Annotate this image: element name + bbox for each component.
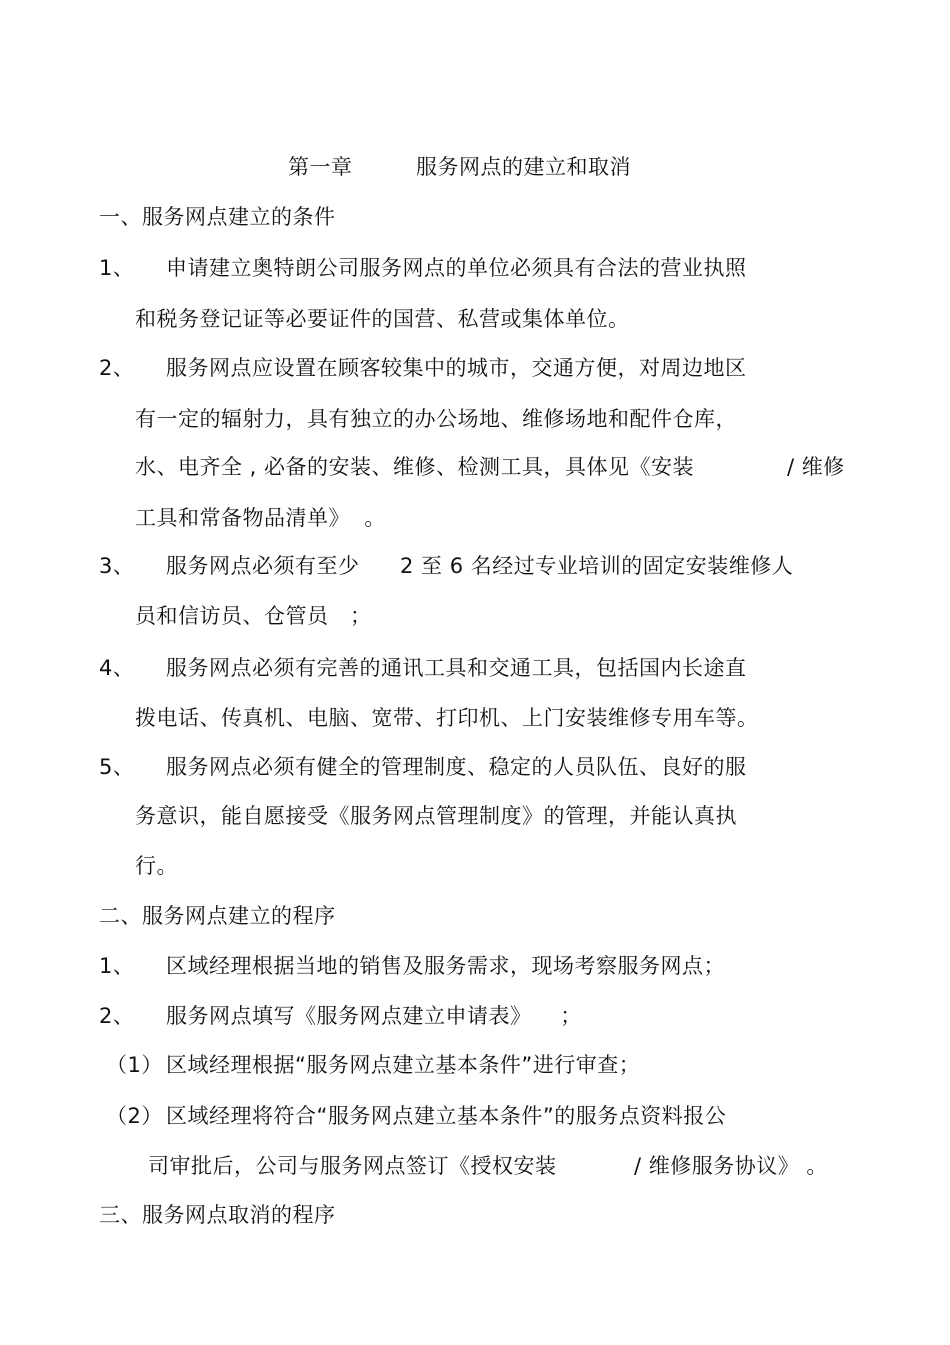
list-item-number: 3、 [99, 554, 135, 578]
list-item-text: 服务网点填写《服务网点建立申请表》 ； [166, 1004, 582, 1028]
list-item-text: / 维修 [787, 455, 845, 479]
section-heading-1: 一、服务网点建立的条件 [99, 205, 336, 229]
section-heading-2: 二、服务网点建立的程序 [99, 904, 336, 928]
list-item-text: 2 至 6 名经过专业培训的固定安装维修人 [400, 554, 794, 578]
list-item-number: 5、 [99, 755, 135, 779]
list-item-number: 1、 [99, 256, 135, 280]
list-item-text: 和税务登记证等必要证件的国营、私营或集体单位。 [135, 307, 630, 331]
sub-item-text: 区域经理根据“服务网点建立基本条件”进行审查； [166, 1053, 641, 1077]
chapter-title: 服务网点的建立和取消 [416, 155, 631, 179]
list-item-text: 服务网点应设置在顾客较集中的城市，交通方便，对周边地区 [166, 356, 747, 380]
list-item-text: 申请建立奥特朗公司服务网点的单位必须具有合法的营业执照 [166, 256, 747, 280]
list-item-text: 服务网点必须有健全的管理制度、稳定的人员队伍、良好的服 [166, 755, 747, 779]
list-item-text: 服务网点必须有完善的通讯工具和交通工具，包括国内长途直 [166, 656, 747, 680]
sub-item-text: 司审批后，公司与服务网点签订《授权安装 [148, 1154, 557, 1178]
sub-item-text: / 维修服务协议》 。 [634, 1154, 828, 1178]
list-item-text: 水、电齐全 , 必备的安装、维修、检测工具，具体见《安装 [135, 455, 695, 479]
list-item-number: 1、 [99, 954, 135, 978]
sub-item-number: （2） [106, 1104, 163, 1128]
list-item-text: 拨电话、传真机、电脑、宽带、打印机、上门安装维修专用车等。 [135, 706, 759, 730]
section-heading-3: 三、服务网点取消的程序 [99, 1203, 336, 1227]
list-item-text: 服务网点必须有至少 [166, 554, 360, 578]
chapter-number: 第一章 [288, 155, 353, 179]
sub-item-text: 区域经理将符合“服务网点建立基本条件”的服务点资料报公 [166, 1104, 727, 1128]
list-item-text: 员和信访员、仓管员 ； [135, 604, 372, 628]
list-item-text: 行。 [135, 854, 178, 878]
list-item-text: 务意识，能自愿接受《服务网点管理制度》的管理，并能认真执 [135, 804, 737, 828]
sub-item-number: （1） [106, 1053, 163, 1077]
list-item-number: 2、 [99, 1004, 135, 1028]
list-item-text: 工具和常备物品清单》 。 [135, 506, 386, 530]
list-item-number: 2、 [99, 356, 135, 380]
list-item-number: 4、 [99, 656, 135, 680]
list-item-text: 有一定的辐射力，具有独立的办公场地、维修场地和配件仓库， [135, 407, 737, 431]
list-item-text: 区域经理根据当地的销售及服务需求，现场考察服务网点； [166, 954, 725, 978]
